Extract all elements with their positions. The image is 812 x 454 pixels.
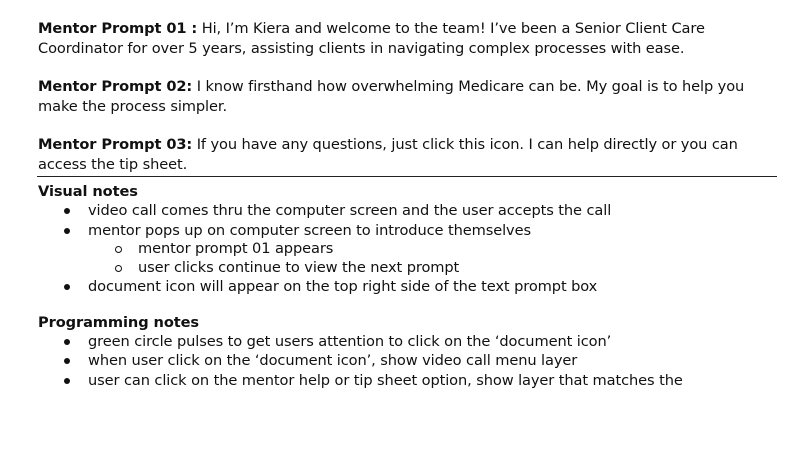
hollow-bullet-icon (115, 246, 122, 253)
list-item-text: video call comes thru the computer screen and the user accepts the call (88, 202, 612, 219)
bullet-icon (64, 228, 70, 234)
mentor-prompt-01-text: Hi, I’m Kiera and welcome to the team! I’ve been a Senior Client Care Coordinator for over 5 years, assisting clients in navigating complex processes with ease. (38, 20, 705, 57)
sub-list-item (88, 259, 776, 278)
programming-notes-section (38, 313, 776, 391)
bullet-icon (64, 358, 70, 364)
bullet-icon (64, 378, 70, 384)
mentor-prompt-03 (38, 135, 776, 174)
bullet-icon (64, 208, 70, 214)
mentor-prompt-02 (38, 77, 776, 116)
visual-notes-title: Visual notes (38, 183, 138, 200)
sub-list-item-text: mentor prompt 01 appears (138, 240, 334, 258)
list-item-text: when user click on the ‘document icon’, show video call menu layer (88, 352, 578, 370)
mentor-prompt-02-label: Mentor Prompt 02: (38, 78, 193, 95)
list-item (38, 221, 776, 278)
list-item (38, 332, 776, 352)
list-item-text: green circle pulses to get users attention to click on the ‘document icon’ (88, 332, 612, 350)
mentor-prompt-03-label: Mentor Prompt 03: (38, 136, 193, 153)
mentor-prompt-01-label: Mentor Prompt 01 : (38, 20, 198, 37)
programming-notes-list (38, 332, 776, 391)
list-item-text: user can click on the mentor help or tip sheet option, show layer that matches the (88, 371, 683, 389)
visual-notes-sublist (88, 240, 776, 277)
programming-notes-title: Programming notes (38, 313, 200, 331)
document-page (38, 19, 776, 407)
visual-notes-section (38, 182, 776, 297)
mentor-prompt-02-text: I know firsthand how overwhelming Medicare can be. My goal is to help you make the process simpler. (38, 78, 745, 115)
bullet-icon (64, 284, 70, 290)
hollow-bullet-icon (115, 265, 122, 272)
bullet-icon (64, 339, 70, 345)
list-item-text: document icon will appear on the top right side of the text prompt box (88, 278, 598, 296)
list-item (38, 201, 776, 221)
visual-notes-list (38, 201, 776, 297)
mentor-prompt-01 (38, 19, 776, 58)
mentor-prompt-03-text: If you have any questions, just click this icon. I can help directly or you can access the tip sheet. (38, 136, 738, 173)
sub-list-item (88, 240, 776, 259)
sub-list-item-text: user clicks continue to view the next prompt (138, 258, 460, 276)
list-item (38, 351, 776, 371)
section-divider (37, 176, 777, 177)
list-item-text: mentor pops up on computer screen to introduce themselves (88, 221, 531, 239)
list-item (38, 277, 776, 297)
list-item (38, 371, 776, 391)
